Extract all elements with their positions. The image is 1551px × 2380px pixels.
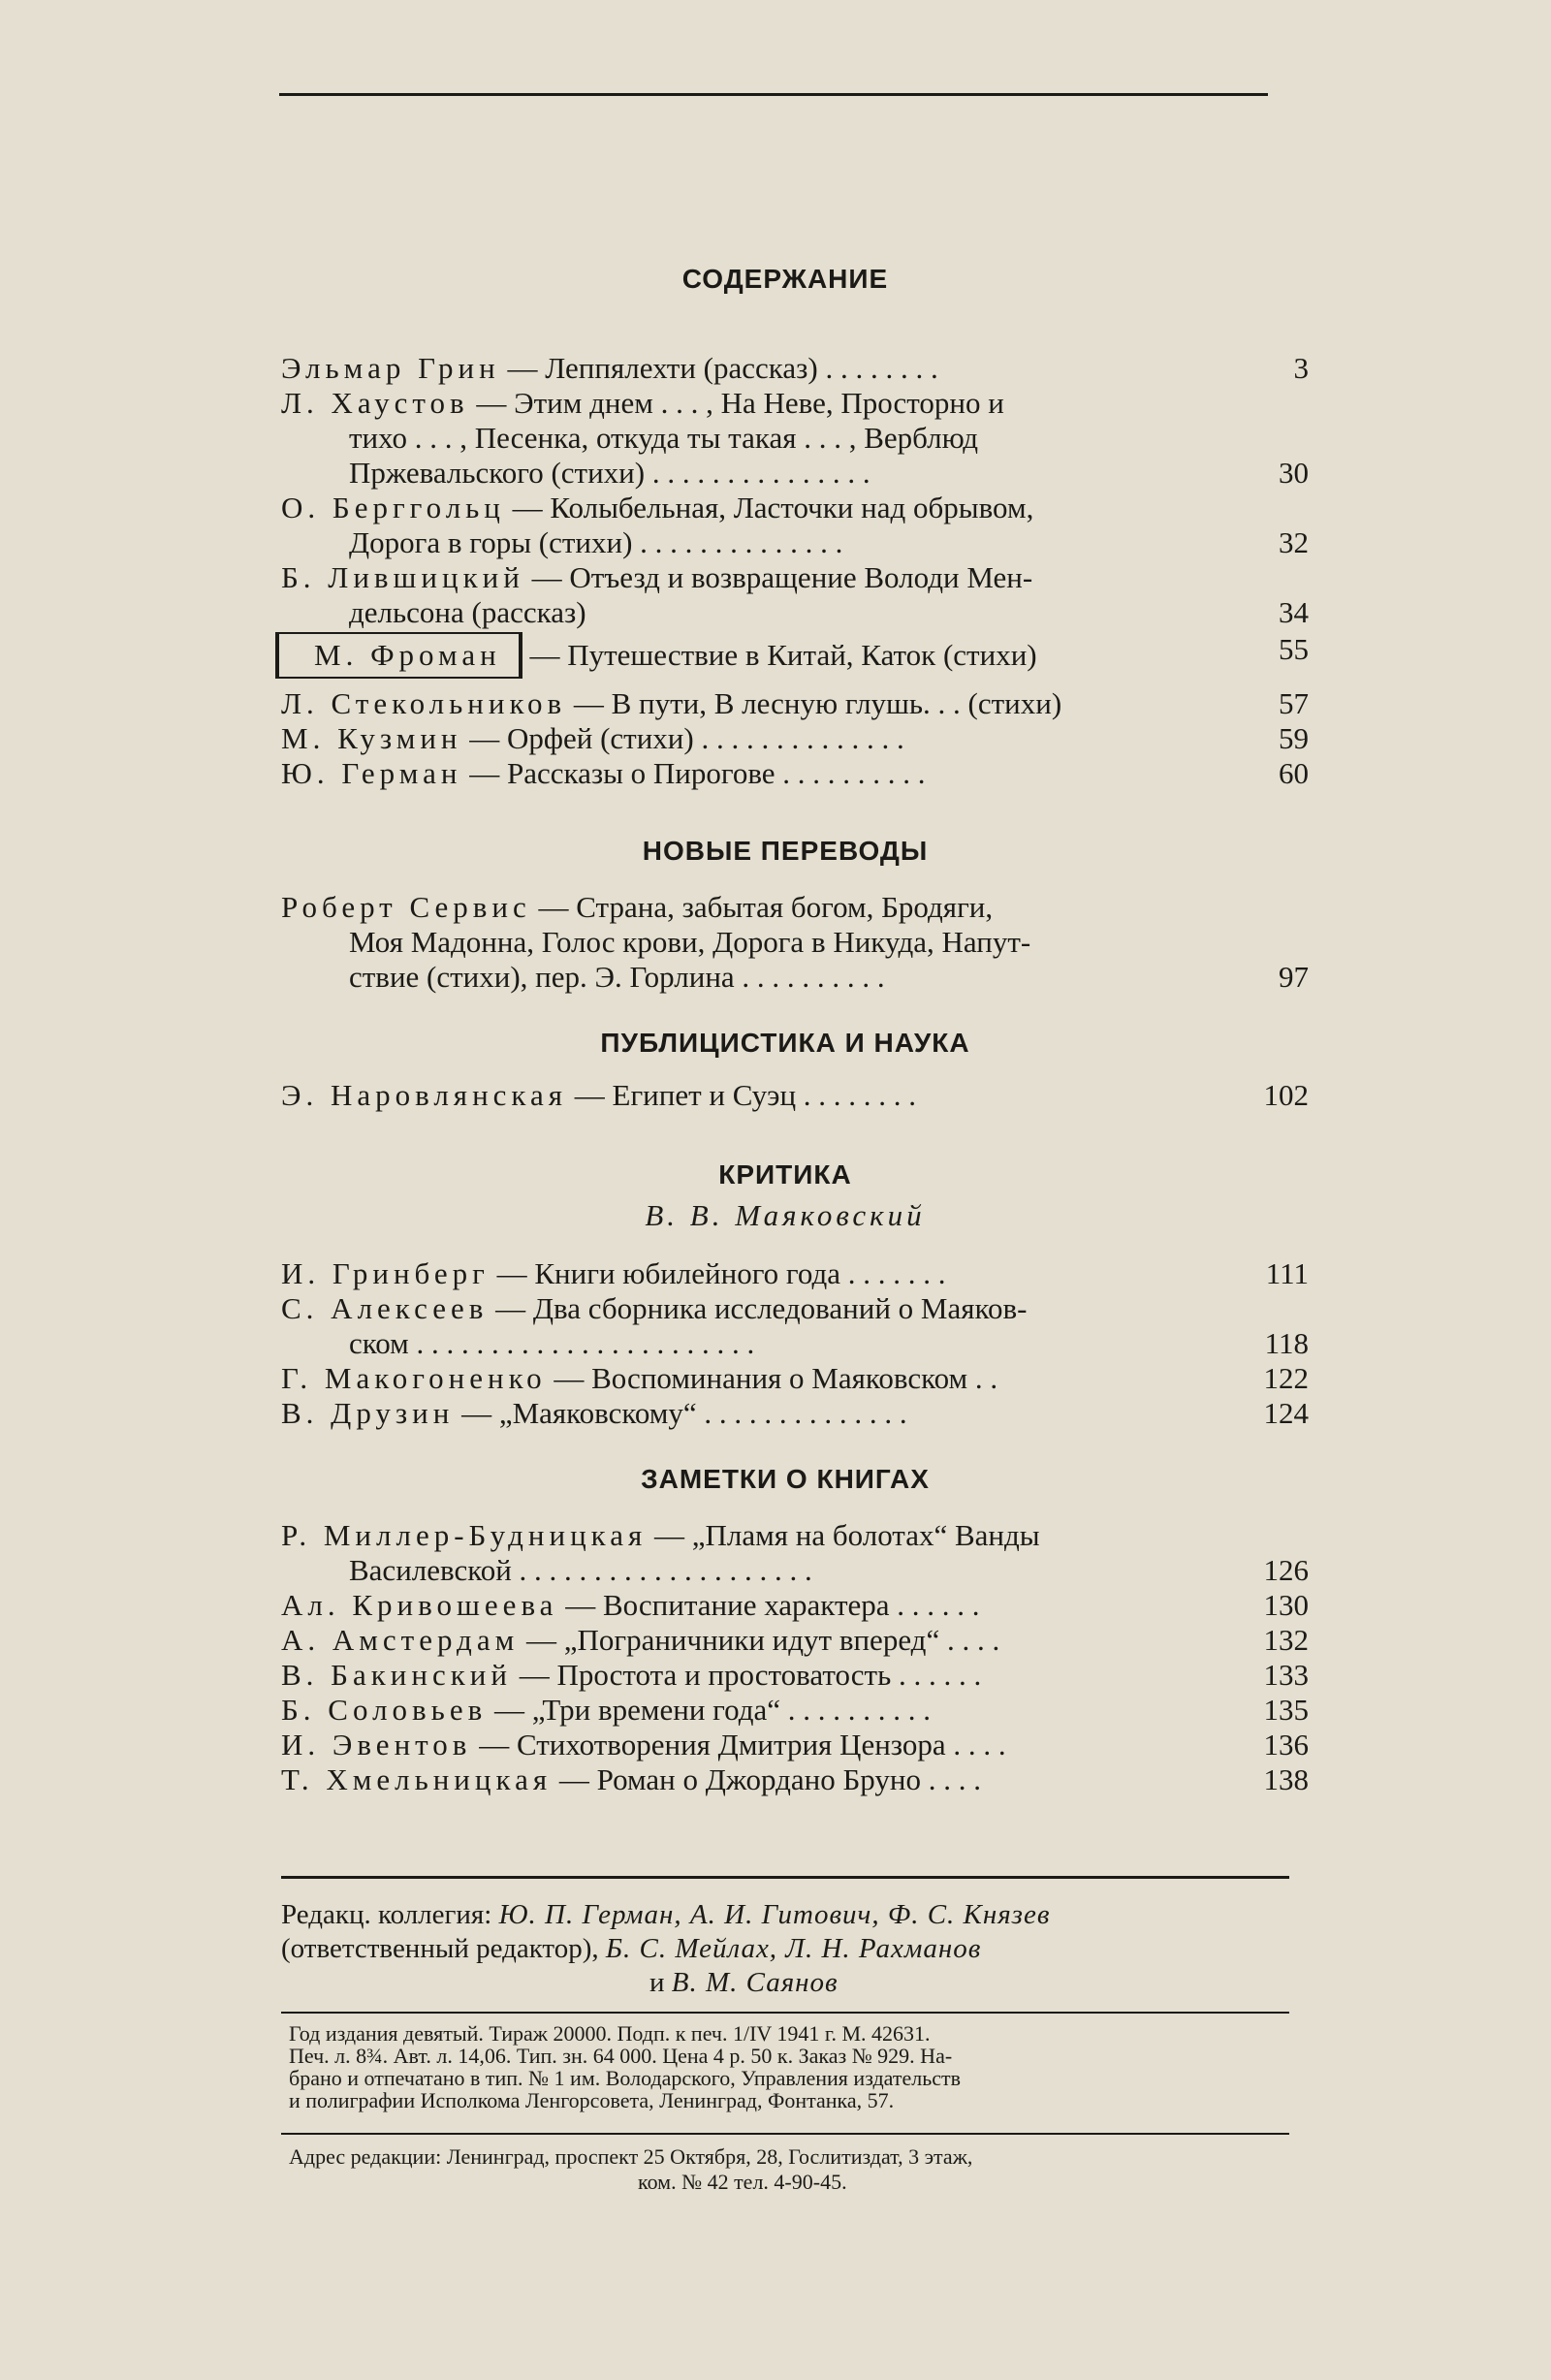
toc-line: [281, 1396, 1250, 1431]
entry-title: — Рассказы о Пирогове . . . . . . . . . .: [461, 756, 926, 790]
contents-title: СОДЕРЖАНИЕ: [681, 264, 889, 294]
page-number: 126: [1263, 1553, 1309, 1587]
entry-title: — Леппялехти (рассказ) . . . . . . . .: [499, 351, 938, 385]
toc-line: [281, 456, 1250, 491]
toc-entry: [281, 1588, 1309, 1623]
entry-title: — Стихотворения Дмитрия Цензора . . . .: [471, 1728, 1006, 1761]
toc-entry: [281, 1396, 1309, 1431]
toc-line: [281, 525, 1250, 560]
entry-author: М. Фроман: [314, 638, 501, 672]
entry-title: — Орфей (стихи) . . . . . . . . . . . . . .: [461, 721, 904, 755]
imprint-rule: [281, 2012, 1289, 2014]
toc-line: [281, 1361, 1250, 1396]
page-number: 3: [1293, 351, 1309, 385]
entry-title: — „Три времени года“ . . . . . . . . . .: [487, 1693, 932, 1727]
entry-title: ском . . . . . . . . . . . . . . . . . . . . . . .: [349, 1326, 755, 1360]
board-names: Ю. П. Герман, А. И. Гитович, Ф. С. Князев: [498, 1899, 1051, 1930]
entry-title: — Книги юбилейного года . . . . . . .: [489, 1256, 946, 1290]
toc-line: [281, 960, 1250, 995]
toc-line: [281, 1553, 1250, 1588]
page-number: 136: [1263, 1728, 1309, 1761]
toc-line: [281, 1693, 1250, 1728]
board-names: В. М. Саянов: [671, 1967, 839, 1998]
editorial-address: [289, 2144, 1287, 2195]
imprint-line: брано и отпечатано в тип. № 1 им. Володарского, Управления издательств: [289, 2066, 962, 2090]
imprint-line: Печ. л. 8¾. Авт. л. 14,06. Тип. зн. 64 000. Цена 4 р. 50 к. Заказ № 929. На-: [289, 2044, 953, 2068]
entry-title: — В пути, В лесную глушь. . . (стихи): [566, 686, 1062, 720]
entry-author: Т. Хмельницкая: [281, 1762, 553, 1796]
toc-entry: [281, 1078, 1309, 1113]
entry-title: Пржевальского (стихи) . . . . . . . . . . . . . . .: [349, 456, 870, 490]
toc-entry: [281, 1291, 1309, 1361]
page-number: 133: [1263, 1658, 1309, 1692]
toc-entry: [281, 1693, 1309, 1728]
page-number: 135: [1263, 1693, 1309, 1727]
toc-entry: [281, 386, 1309, 491]
entry-title: — Воспитание характера . . . . . .: [557, 1588, 980, 1622]
page-number: 57: [1279, 686, 1309, 720]
address-line: Адрес редакции: Ленинград, проспект 25 Октября, 28, Гослитиздат, 3 этаж,: [289, 2144, 973, 2169]
entry-title: — „Пламя на болотах“ Ванды: [647, 1518, 1040, 1552]
page-number: 60: [1279, 756, 1309, 790]
entry-title: — Отъезд и возвращение Володи Мен-: [523, 560, 1033, 594]
entry-title: — Страна, забытая богом, Бродяги,: [530, 890, 994, 924]
toc-line: [281, 421, 1250, 456]
entry-author: М. Кузмин: [281, 721, 462, 755]
toc-entry: [281, 491, 1309, 560]
entry-title: Моя Мадонна, Голос крови, Дорога в Никуда, Напут-: [349, 925, 1031, 959]
page-number: 118: [1264, 1326, 1309, 1360]
toc-entry: [281, 1728, 1309, 1762]
toc-line: [281, 491, 1250, 525]
entry-author: Б. Лившицкий: [281, 560, 524, 594]
entry-author: Эльмар Грин: [281, 351, 500, 385]
toc-line: [281, 686, 1250, 721]
entry-author: Ал. Кривошеева: [281, 1588, 558, 1622]
page-number: 111: [1265, 1256, 1309, 1290]
entry-title: ствие (стихи), пер. Э. Горлина . . . . . . . . . .: [349, 960, 885, 994]
entry-title: дельсона (рассказ): [349, 595, 586, 629]
entry-title: тихо . . . , Песенка, откуда ты такая . . . , Верблюд: [349, 421, 978, 455]
translations-heading: НОВЫЕ ПЕРЕВОДЫ: [642, 836, 929, 866]
top-rule: [279, 93, 1268, 96]
entry-author: В. Друзин: [281, 1396, 455, 1430]
toc-entry: [281, 1762, 1309, 1797]
toc-line: [281, 595, 1250, 630]
imprint-line: Год издания девятый. Тираж 20000. Подп. к печ. 1/IV 1941 г. М. 42631.: [289, 2021, 931, 2046]
address-rule: [281, 2133, 1289, 2135]
entry-author: Э. Наровлянская: [281, 1078, 568, 1112]
entry-author: Роберт Сервис: [281, 890, 531, 924]
criticism-subheading: В. В. Маяковский: [645, 1198, 926, 1232]
imprint-line: и полиграфии Исполкома Ленгорсовета, Ленинград, Фонтанка, 57.: [289, 2088, 895, 2112]
entry-author: Ю. Герман: [281, 756, 462, 790]
entry-title: — Воспоминания о Маяковском . .: [546, 1361, 998, 1395]
board-label: (ответственный редактор),: [281, 1933, 606, 1964]
entry-author: В. Бакинский: [281, 1658, 512, 1692]
toc-entry: [281, 721, 1309, 756]
page-number: 97: [1279, 960, 1309, 994]
toc-line: [281, 756, 1250, 791]
board-names: Б. С. Мейлах, Л. Н. Рахманов: [605, 1933, 982, 1964]
entry-author: А. Амстердам: [281, 1623, 520, 1657]
entry-title: — „Пограничники идут вперед“ . . . .: [519, 1623, 1000, 1657]
book-notes-heading: ЗАМЕТКИ О КНИГАХ: [641, 1464, 930, 1494]
boxed-author-frame: [275, 632, 522, 679]
toc-entry: [281, 1623, 1309, 1658]
page-number: 32: [1279, 525, 1309, 559]
entry-title: — Два сборника исследований о Маяков-: [488, 1291, 1028, 1325]
toc-line: [281, 1658, 1250, 1693]
toc-entry: [281, 1658, 1309, 1693]
toc-entry: [281, 890, 1309, 995]
toc-line: [281, 1256, 1250, 1291]
toc-entry: [281, 686, 1309, 721]
toc-line: [281, 351, 1250, 386]
toc-line: [281, 890, 1250, 925]
page-number: 102: [1263, 1078, 1309, 1112]
imprint: [289, 2022, 1287, 2111]
toc-line: [281, 1326, 1250, 1361]
toc-line: [281, 386, 1250, 421]
toc-line: [281, 1588, 1250, 1623]
toc-line: [281, 1728, 1250, 1762]
criticism-heading: КРИТИКА: [718, 1159, 852, 1190]
entry-author: Л. Хаустов: [281, 386, 469, 420]
page-number: 124: [1263, 1396, 1309, 1430]
address-line: ком. № 42 тел. 4-90-45.: [638, 2170, 847, 2194]
toc-line: [281, 560, 1250, 595]
editorial-board: [281, 1898, 1289, 2000]
entry-author: Б. Соловьев: [281, 1693, 488, 1727]
toc-line: [281, 1518, 1250, 1553]
page-number: 130: [1263, 1588, 1309, 1622]
entry-author: И. Гринберг: [281, 1256, 490, 1290]
page-number: 138: [1263, 1762, 1309, 1796]
toc-entry: [281, 351, 1309, 386]
entry-author: Г. Макогоненко: [281, 1361, 547, 1395]
entry-author: О. Берггольц: [281, 491, 505, 524]
toc-line: [281, 721, 1250, 756]
page-number: 30: [1279, 456, 1309, 490]
toc-line: [281, 1291, 1250, 1326]
separator-rule: [281, 1876, 1289, 1879]
toc-entry: [281, 1361, 1309, 1396]
toc-entry: [281, 756, 1309, 791]
entry-title: — Роман о Джордано Бруно . . . .: [552, 1762, 981, 1796]
entry-title: Василевской . . . . . . . . . . . . . . . . . . . .: [349, 1553, 812, 1587]
toc-entry: [281, 1256, 1309, 1291]
page-number: 34: [1279, 595, 1309, 629]
entry-author: С. Алексеев: [281, 1291, 489, 1325]
toc-entry: [281, 632, 1309, 679]
page-number: 132: [1263, 1623, 1309, 1657]
entry-title: — Простота и простоватость . . . . . .: [511, 1658, 982, 1692]
toc-entry: [281, 560, 1309, 630]
entry-title: — Этим днем . . . , На Неве, Просторно и: [468, 386, 1004, 420]
publicism-heading: ПУБЛИЦИСТИКА И НАУКА: [600, 1028, 970, 1058]
page-number: 122: [1263, 1361, 1309, 1395]
entry-title: — Колыбельная, Ласточки над обрывом,: [504, 491, 1034, 524]
toc-line: [281, 925, 1250, 960]
toc-entry: [281, 1518, 1309, 1588]
page-number: 59: [1279, 721, 1309, 755]
board-label: и: [649, 1967, 672, 1998]
toc-line: [281, 632, 1250, 679]
entry-title: — Путешествие в Китай, Каток (стихи): [522, 638, 1037, 672]
toc-line: [281, 1623, 1250, 1658]
entry-title: Дорога в горы (стихи) . . . . . . . . . . . . . .: [349, 525, 843, 559]
toc-line: [281, 1078, 1250, 1113]
entry-title: — Египет и Суэц . . . . . . . .: [567, 1078, 917, 1112]
entry-author: И. Эвентов: [281, 1728, 472, 1761]
entry-author: Р. Миллер-Будницкая: [281, 1518, 648, 1552]
entry-title: — „Маяковскому“ . . . . . . . . . . . . . .: [454, 1396, 907, 1430]
toc-line: [281, 1762, 1250, 1797]
page-number: 55: [1279, 632, 1309, 666]
entry-author: Л. Стекольников: [281, 686, 567, 720]
board-label: Редакц. коллегия:: [281, 1899, 499, 1930]
